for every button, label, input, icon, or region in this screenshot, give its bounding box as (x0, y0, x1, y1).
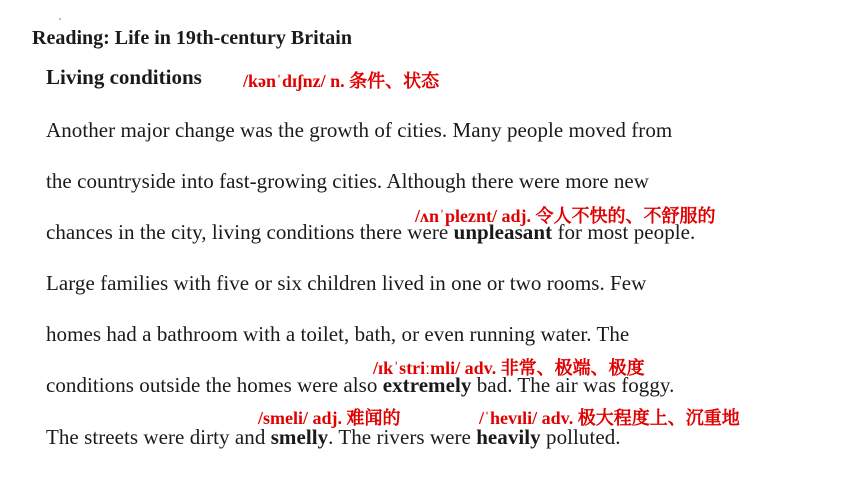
line-text: for most people. (552, 220, 696, 244)
paragraph-line-2: the countryside into fast-growing cities. Although there were more new (46, 169, 650, 193)
line-text: The streets were dirty and (46, 425, 271, 449)
paragraph-line-1: Another major change was the growth of cities. Many people moved from (46, 118, 673, 142)
keyword-heavily: heavily (476, 425, 541, 449)
note-smelly: /smeli/ adj. 难闻的 (258, 408, 401, 428)
paragraph-line-6 (46, 373, 674, 398)
paragraph-line-3 (46, 220, 695, 245)
paragraph-line-7 (46, 425, 621, 450)
section-heading: Living conditions (46, 65, 202, 89)
line-text: polluted. (540, 425, 621, 449)
decorative-dot (59, 18, 61, 20)
line-text: conditions outside the homes were also (46, 373, 383, 397)
keyword-extremely: extremely (382, 373, 472, 397)
paragraph-line-4: Large families with five or six children lived in one or two rooms. Few (46, 271, 647, 295)
note-heavily: /ˈhevɪli/ adv. 极大程度上、沉重地 (479, 408, 740, 428)
note-conditions: /kənˈdɪʃnz/ n. 条件、状态 (243, 71, 440, 91)
keyword-smelly: smelly (270, 425, 329, 449)
paragraph-line-5: homes had a bathroom with a toilet, bath, or even running water. The (46, 322, 630, 346)
note-unpleasant: /ʌnˈpleznt/ adj. 令人不快的、不舒服的 (415, 206, 716, 226)
line-text: bad. The air was foggy. (471, 373, 675, 397)
keyword-unpleasant: unpleasant (453, 220, 553, 244)
note-extremely: /ɪkˈstriːmli/ adv. 非常、极端、极度 (373, 358, 645, 378)
line-text: chances in the city, living conditions there were (46, 220, 454, 244)
line-text: . The rivers were (328, 425, 477, 449)
page-title: Reading: Life in 19th-century Britain (32, 27, 352, 49)
